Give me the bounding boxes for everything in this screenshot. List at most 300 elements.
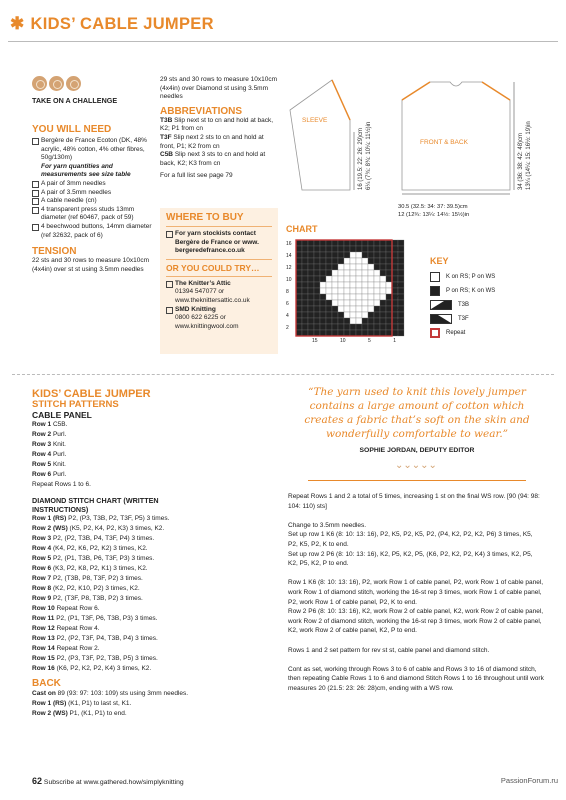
chart-cell bbox=[296, 324, 302, 330]
chart-cell bbox=[380, 240, 386, 246]
chart-cell bbox=[320, 240, 326, 246]
length-dim: 34 (36: 38: 42: 48)cm bbox=[518, 132, 524, 190]
chart-cell bbox=[320, 270, 326, 276]
sleeve-outline bbox=[290, 80, 350, 190]
stockist-name: SMD Knitting bbox=[166, 306, 272, 315]
chart-cell bbox=[380, 246, 386, 252]
key-label: T3B bbox=[458, 302, 470, 308]
chart-cell bbox=[380, 300, 386, 306]
chart-cell bbox=[296, 246, 302, 252]
chart-cell bbox=[350, 318, 356, 324]
chart-cell bbox=[368, 288, 374, 294]
chart-cell bbox=[368, 306, 374, 312]
chart-cell bbox=[374, 264, 380, 270]
t3f-symbol bbox=[430, 314, 452, 324]
chart-cell bbox=[338, 324, 344, 330]
chart-cell bbox=[344, 288, 350, 294]
diamond-row: Row 4 (K4, P2, K6, P2, K2) 3 times, K2. bbox=[32, 545, 148, 552]
chart-cell bbox=[380, 282, 386, 288]
sleeve-dim: 16 (19.5: 22: 26: 29)cm bbox=[358, 127, 364, 190]
chart-cell bbox=[308, 324, 314, 330]
chart-cell bbox=[326, 306, 332, 312]
need-item: A pair of 3.5mm needles bbox=[32, 189, 154, 198]
key-item bbox=[430, 312, 495, 326]
chart-cell bbox=[314, 276, 320, 282]
buy-text: For yarn stockists contact Bergère de France or www. bergeredefrance.co.uk bbox=[166, 230, 272, 256]
chart-cell bbox=[338, 312, 344, 318]
need-item: 4 beechwood buttons, 14mm diameter (ref 32632, pack of 6) bbox=[32, 223, 154, 240]
chart-cell bbox=[302, 252, 308, 258]
chart-cell bbox=[320, 330, 326, 336]
chart-cell bbox=[356, 288, 362, 294]
chart-cell bbox=[362, 294, 368, 300]
knit-symbol bbox=[430, 272, 440, 282]
chart-cell bbox=[338, 258, 344, 264]
chart-cell bbox=[344, 264, 350, 270]
chart-cell bbox=[314, 300, 320, 306]
chart-cell bbox=[362, 330, 368, 336]
chart-cell bbox=[326, 258, 332, 264]
chart-cell bbox=[308, 276, 314, 282]
chart-cell bbox=[320, 252, 326, 258]
stockist-contact: 01394 547077 or www.theknittersattic.co.uk bbox=[175, 288, 250, 304]
chart-cell bbox=[308, 330, 314, 336]
chart-cell bbox=[344, 312, 350, 318]
section-divider bbox=[12, 374, 554, 375]
cable-row: Row 2 Purl. bbox=[32, 431, 67, 438]
chart-cell bbox=[344, 270, 350, 276]
chart-cell bbox=[314, 282, 320, 288]
chart-cell bbox=[368, 294, 374, 300]
chart-bottom-labels bbox=[312, 338, 396, 344]
diamond-row: Row 14 Repeat Row 2. bbox=[32, 645, 100, 652]
chart-cell bbox=[320, 300, 326, 306]
chart-cell bbox=[344, 246, 350, 252]
need-list bbox=[32, 137, 154, 240]
where-to-buy-box bbox=[160, 208, 278, 354]
key-label: K on RS; P on WS bbox=[446, 274, 496, 280]
para: Row 2 P6 (8: 10: 13: 16), K2, work Row 2 of cable panel, K2, work Row 2 of cable panel, work Row 2 of diamond stitch, working the 16-st rep 3 times, work Row 2 of cable panel, K2, work Row 2 of cable panel, K2, P to end. bbox=[288, 608, 544, 635]
chart-cell bbox=[320, 294, 326, 300]
chart-cell bbox=[314, 246, 320, 252]
chart-cell bbox=[380, 312, 386, 318]
cable-row: Repeat Rows 1 to 6. bbox=[32, 481, 91, 488]
buy-title: WHERE TO BUY bbox=[166, 212, 244, 223]
diamond-tension: 29 sts and 30 rows to measure 10x10cm (4x4in) over Diamond st using 3.5mm needles bbox=[160, 76, 278, 101]
chart-cell bbox=[314, 330, 320, 336]
chart-cell bbox=[380, 318, 386, 324]
chart-cell bbox=[368, 246, 374, 252]
chart-cell bbox=[332, 240, 338, 246]
key-title: KEY bbox=[430, 256, 449, 266]
chart-row-label: 1 bbox=[396, 331, 399, 337]
chart-cell bbox=[308, 240, 314, 246]
chart-cell bbox=[332, 288, 338, 294]
abbrev-item bbox=[160, 117, 278, 134]
chart-cell bbox=[326, 276, 332, 282]
chart-cell bbox=[320, 264, 326, 270]
chart-cell bbox=[386, 330, 392, 336]
diamond-chart bbox=[284, 238, 414, 346]
chart-cell bbox=[332, 264, 338, 270]
chart-cell bbox=[362, 324, 368, 330]
chart-row-label: 4 bbox=[286, 313, 289, 319]
chart-cell bbox=[296, 312, 302, 318]
chart-cell bbox=[356, 330, 362, 336]
chart-cell bbox=[350, 276, 356, 282]
chart-cell bbox=[326, 318, 332, 324]
chart-cell bbox=[368, 270, 374, 276]
abbrev-value: Slip next 3 sts to cn and hold at back, K2; K3 from cn bbox=[160, 151, 266, 167]
chart-cell bbox=[362, 270, 368, 276]
abbrev-key: T3F bbox=[160, 133, 172, 141]
chart-cell bbox=[368, 318, 374, 324]
chart-cell bbox=[374, 276, 380, 282]
abbrev-value: Slip next 2 sts to cn and hold at front, P1; K2 from cn bbox=[160, 133, 264, 150]
chart-cell bbox=[362, 300, 368, 306]
width-dim-in: 12 (12¾: 13¼: 14½: 15½)in bbox=[398, 211, 470, 218]
chart-row-label: 5 bbox=[396, 307, 399, 313]
chart-cell bbox=[356, 270, 362, 276]
chart-cell bbox=[314, 240, 320, 246]
chart-right-labels bbox=[396, 244, 406, 340]
diamond-row: Row 5 P2, (P1, T3B, P6, T3F, P3) 3 times. bbox=[32, 555, 155, 562]
chart-cell bbox=[332, 312, 338, 318]
chart-col-label: 5 bbox=[368, 338, 371, 344]
chart-cell bbox=[326, 246, 332, 252]
chart-cell bbox=[362, 258, 368, 264]
chart-cell bbox=[344, 318, 350, 324]
chart-cell bbox=[374, 258, 380, 264]
chart-cell bbox=[296, 330, 302, 336]
chart-cell bbox=[344, 258, 350, 264]
chart-cell bbox=[386, 282, 392, 288]
chart-cell bbox=[314, 252, 320, 258]
difficulty-label: TAKE ON A CHALLENGE bbox=[32, 96, 118, 105]
chart-cell bbox=[308, 294, 314, 300]
cable-row: Row 4 Purl. bbox=[32, 451, 67, 458]
chart-cell bbox=[386, 258, 392, 264]
chart-col-label: 10 bbox=[340, 338, 346, 344]
chart-cell bbox=[356, 324, 362, 330]
chart-cell bbox=[302, 306, 308, 312]
chart-cell bbox=[374, 318, 380, 324]
header-rule bbox=[8, 41, 558, 42]
back-instructions bbox=[288, 492, 544, 693]
chart-cell bbox=[338, 246, 344, 252]
chart-row-label: 14 bbox=[286, 253, 292, 259]
chart-cell bbox=[362, 288, 368, 294]
chart-cell bbox=[356, 300, 362, 306]
divider bbox=[166, 259, 272, 260]
chart-key bbox=[430, 256, 495, 340]
chart-cell bbox=[374, 300, 380, 306]
page-title: KIDS’ CABLE JUMPER bbox=[30, 14, 214, 33]
you-will-need bbox=[32, 124, 154, 274]
quote-author: SOPHIE JORDAN, DEPUTY EDITOR bbox=[359, 447, 475, 454]
stockist-name: The Knitter’s Attic bbox=[166, 280, 272, 289]
chart-cell bbox=[356, 264, 362, 270]
page-header bbox=[10, 14, 214, 34]
chart-col-label: 15 bbox=[312, 338, 318, 344]
key-item bbox=[430, 298, 495, 312]
chart-cell bbox=[356, 318, 362, 324]
chart-cell bbox=[302, 324, 308, 330]
footer-text: Subscribe at www.gathered.how/simplyknitting bbox=[43, 779, 184, 786]
chart-cell bbox=[368, 252, 374, 258]
chart-cell bbox=[356, 246, 362, 252]
chart-row-label: 11 bbox=[396, 271, 402, 277]
chart-cell bbox=[332, 300, 338, 306]
chart-cell bbox=[296, 306, 302, 312]
chart-cell bbox=[302, 240, 308, 246]
chart-cell bbox=[338, 294, 344, 300]
chart-cell bbox=[350, 300, 356, 306]
diamond-title: DIAMOND STITCH CHART (WRITTEN INSTRUCTIONS) bbox=[32, 496, 159, 514]
chart-cell bbox=[368, 240, 374, 246]
chart-cell bbox=[338, 276, 344, 282]
para: Rows 1 and 2 set pattern for rev st st, cable panel and diamond stitch. bbox=[288, 646, 490, 654]
chart-cell bbox=[350, 282, 356, 288]
cable-title: CABLE PANEL bbox=[32, 410, 92, 420]
sleeve-dim-in: 6¼ (7¾: 8¾: 10¼: 11½)in bbox=[366, 121, 372, 190]
t3b-symbol bbox=[430, 300, 452, 310]
chart-cell bbox=[386, 288, 392, 294]
chart-cell bbox=[338, 330, 344, 336]
chart-cell bbox=[302, 246, 308, 252]
width-dim bbox=[398, 204, 469, 219]
key-item bbox=[430, 326, 495, 340]
chart-cell bbox=[386, 324, 392, 330]
chart-cell bbox=[356, 276, 362, 282]
chart-cell bbox=[386, 294, 392, 300]
chart-cell bbox=[380, 294, 386, 300]
chart-cell bbox=[374, 282, 380, 288]
sleeve-label: SLEEVE bbox=[302, 117, 328, 124]
chart-cell bbox=[308, 282, 314, 288]
chart-cell bbox=[356, 312, 362, 318]
chart-cell bbox=[296, 252, 302, 258]
chart-cell bbox=[380, 288, 386, 294]
chart-cell bbox=[314, 264, 320, 270]
tension-title: TENSION bbox=[32, 246, 77, 258]
chart-cell bbox=[374, 246, 380, 252]
chart-cell bbox=[302, 282, 308, 288]
garment-schematic bbox=[282, 72, 558, 198]
chart-cell bbox=[332, 318, 338, 324]
chart-cell bbox=[368, 312, 374, 318]
diamond-rows bbox=[32, 514, 272, 674]
chart-cell bbox=[374, 270, 380, 276]
chart-cell bbox=[338, 300, 344, 306]
chart-cell bbox=[380, 264, 386, 270]
chart-cell bbox=[350, 258, 356, 264]
need-note: For yarn quantities and measurements see size table bbox=[41, 162, 131, 179]
diamond-row: Row 11 P2, (P1, T3F, P6, T3B, P3) 3 times. bbox=[32, 615, 158, 622]
chart-cell bbox=[308, 264, 314, 270]
chart-cell bbox=[320, 306, 326, 312]
chart-cell bbox=[302, 294, 308, 300]
chart-cell bbox=[314, 306, 320, 312]
chart-cell bbox=[332, 282, 338, 288]
chart-cell bbox=[332, 330, 338, 336]
back-title: BACK bbox=[32, 678, 61, 689]
back-row: Row 2 (WS) P1, (K1, P1) to end. bbox=[32, 710, 127, 717]
chart-cell bbox=[374, 240, 380, 246]
chart-cell bbox=[386, 300, 392, 306]
chart-cell bbox=[302, 270, 308, 276]
chart-cell bbox=[332, 270, 338, 276]
chart-cell bbox=[344, 324, 350, 330]
chart-cell bbox=[314, 270, 320, 276]
chart-cell bbox=[338, 240, 344, 246]
chart-cell bbox=[296, 294, 302, 300]
chart-row-label: 8 bbox=[286, 289, 289, 295]
yarn-ball-icon bbox=[66, 76, 81, 91]
chart-cell bbox=[308, 258, 314, 264]
chart-cell bbox=[362, 240, 368, 246]
buy-title2: OR YOU COULD TRY… bbox=[166, 262, 260, 273]
chart-cell bbox=[350, 312, 356, 318]
chart-cell bbox=[380, 252, 386, 258]
chart-cell bbox=[386, 270, 392, 276]
chart-cell bbox=[356, 258, 362, 264]
diamond-row: Row 12 Repeat Row 4. bbox=[32, 625, 100, 632]
chart-cell bbox=[350, 252, 356, 258]
chart-cell bbox=[326, 282, 332, 288]
chart-cell bbox=[326, 288, 332, 294]
chart-cell bbox=[320, 258, 326, 264]
chart-cell bbox=[332, 258, 338, 264]
diamond-row: Row 7 P2, (T3B, P8, T3F, P2) 3 times. bbox=[32, 575, 143, 582]
chart-cell bbox=[344, 330, 350, 336]
chart-cell bbox=[344, 252, 350, 258]
yarn-ball-icon bbox=[32, 76, 47, 91]
abbrev-full: For a full list see page 79 bbox=[160, 172, 233, 180]
abbrev-value: Slip next st to cn and hold at back, K2; P1 from cn bbox=[160, 116, 274, 133]
chart-row-label: 9 bbox=[396, 283, 399, 289]
chart-cell bbox=[332, 324, 338, 330]
abbrev-column bbox=[160, 76, 278, 181]
chart-row-label: 6 bbox=[286, 301, 289, 307]
chart-cell bbox=[320, 288, 326, 294]
para: Repeat Rows 1 and 2 a total of 5 times, increasing 1 st on the final WS row. [90 (94: 98: 104: 110) sts] bbox=[288, 493, 540, 510]
chart-row-label: 15 bbox=[396, 247, 402, 253]
diamond-row: Row 16 (K6, P2, K2, P2, K4) 3 times, K2. bbox=[32, 665, 152, 672]
chart-cell bbox=[374, 252, 380, 258]
chart-cell bbox=[308, 288, 314, 294]
para: Change to 3.5mm needles. bbox=[288, 521, 367, 529]
chart-cell bbox=[356, 294, 362, 300]
chart-cell bbox=[350, 306, 356, 312]
chart-row-label: 2 bbox=[286, 325, 289, 331]
chart-cell bbox=[362, 252, 368, 258]
diamond-row: Row 9 P2, (T3F, P8, T3B, P2) 3 times. bbox=[32, 595, 143, 602]
chart-cell bbox=[368, 264, 374, 270]
chart-cell bbox=[344, 240, 350, 246]
para: Set up row 1 K6 (8: 10: 13: 16), P2, K5, P2, K5, P2, (P4, K2, P2, K2, P6) 3 times, K5, P2, K5, P2, K to end. bbox=[288, 531, 533, 548]
chart-cell bbox=[380, 324, 386, 330]
chart-cell bbox=[308, 270, 314, 276]
chart-cell bbox=[338, 264, 344, 270]
chart-cell bbox=[356, 306, 362, 312]
divider bbox=[166, 276, 272, 277]
chart-cell bbox=[362, 318, 368, 324]
chart-cell bbox=[296, 258, 302, 264]
body-outline bbox=[402, 82, 510, 190]
chart-cell bbox=[350, 264, 356, 270]
chart-cell bbox=[338, 318, 344, 324]
chart-cell bbox=[362, 246, 368, 252]
chart-cell bbox=[362, 282, 368, 288]
chart-row-label: 12 bbox=[286, 265, 292, 271]
cable-row: Row 6 Purl. bbox=[32, 471, 67, 478]
chart-cell bbox=[380, 276, 386, 282]
chart-left-labels bbox=[286, 238, 294, 334]
chart-cell bbox=[350, 288, 356, 294]
sleeve-cap-highlight bbox=[332, 80, 350, 120]
chart-cell bbox=[326, 240, 332, 246]
chart-cell bbox=[326, 252, 332, 258]
chart-cell bbox=[302, 264, 308, 270]
chart-cell bbox=[296, 282, 302, 288]
chart-cell bbox=[308, 252, 314, 258]
chart-cell bbox=[380, 258, 386, 264]
key-label: Repeat bbox=[446, 330, 466, 336]
yarn-ball-icons bbox=[32, 76, 81, 91]
chart-col-label: 1 bbox=[393, 338, 396, 344]
chart-cell bbox=[386, 246, 392, 252]
para: Cont as set, working through Rows 3 to 6 of cable and Rows 3 to 16 of diamond stitch, then repeating Cable Rows 1 to 6 and diamond Stitch Rows 1 to 16 throughout until work measures 20 (21.5: 23: 26: 28)cm, ending with a WS row. bbox=[288, 665, 544, 692]
chart-cell bbox=[326, 312, 332, 318]
chart-cell bbox=[338, 282, 344, 288]
back-rows bbox=[32, 689, 272, 719]
chart-cell bbox=[308, 318, 314, 324]
chart-row-label: 13 bbox=[396, 259, 402, 265]
need-item: Bergère de France Ecoton (DK, 48% acrylic, 48% cotton, 4% other fibres, 50g/130m) bbox=[32, 137, 154, 163]
chart-cell bbox=[362, 306, 368, 312]
chart-cell bbox=[302, 330, 308, 336]
chart-cell bbox=[374, 312, 380, 318]
chart-cell bbox=[368, 276, 374, 282]
abbrev-item bbox=[160, 134, 278, 151]
chart-cell bbox=[314, 324, 320, 330]
chart-title: CHART bbox=[286, 224, 318, 234]
chart-cell bbox=[326, 324, 332, 330]
chart-cell bbox=[386, 264, 392, 270]
chart-cell bbox=[350, 324, 356, 330]
chart-cell bbox=[344, 276, 350, 282]
chart-cell bbox=[296, 264, 302, 270]
width-dim-cm: 30.5 (32.5: 34: 37: 39.5)cm bbox=[398, 204, 468, 210]
para: Set up row 2 P6 (8: 10: 13: 16), K2, P5, K2, P5, (K6, P2, K2, P2, K4) 3 times, K2, P5, K2, P5, K2, P to end. bbox=[288, 550, 533, 568]
diamond-row: Row 3 P2, (P2, T3B, P4, T3F, P4) 3 times. bbox=[32, 535, 155, 542]
chart-cell bbox=[380, 306, 386, 312]
chart-cell bbox=[368, 282, 374, 288]
shoulder-highlight bbox=[402, 82, 510, 100]
chart-row-label: 3 bbox=[396, 319, 399, 325]
quote-rule bbox=[308, 480, 526, 481]
diamond-row: Row 6 (K3, P2, K8, P2, K1) 3 times, K2. bbox=[32, 565, 148, 572]
chart-cell bbox=[374, 288, 380, 294]
chart-cell bbox=[386, 312, 392, 318]
chart-cell bbox=[296, 318, 302, 324]
watermark: PassionForum.ru bbox=[500, 776, 558, 785]
chart-cell bbox=[332, 306, 338, 312]
chart-cell bbox=[374, 330, 380, 336]
chart-row-label: 7 bbox=[396, 295, 399, 301]
chart-cell bbox=[326, 294, 332, 300]
